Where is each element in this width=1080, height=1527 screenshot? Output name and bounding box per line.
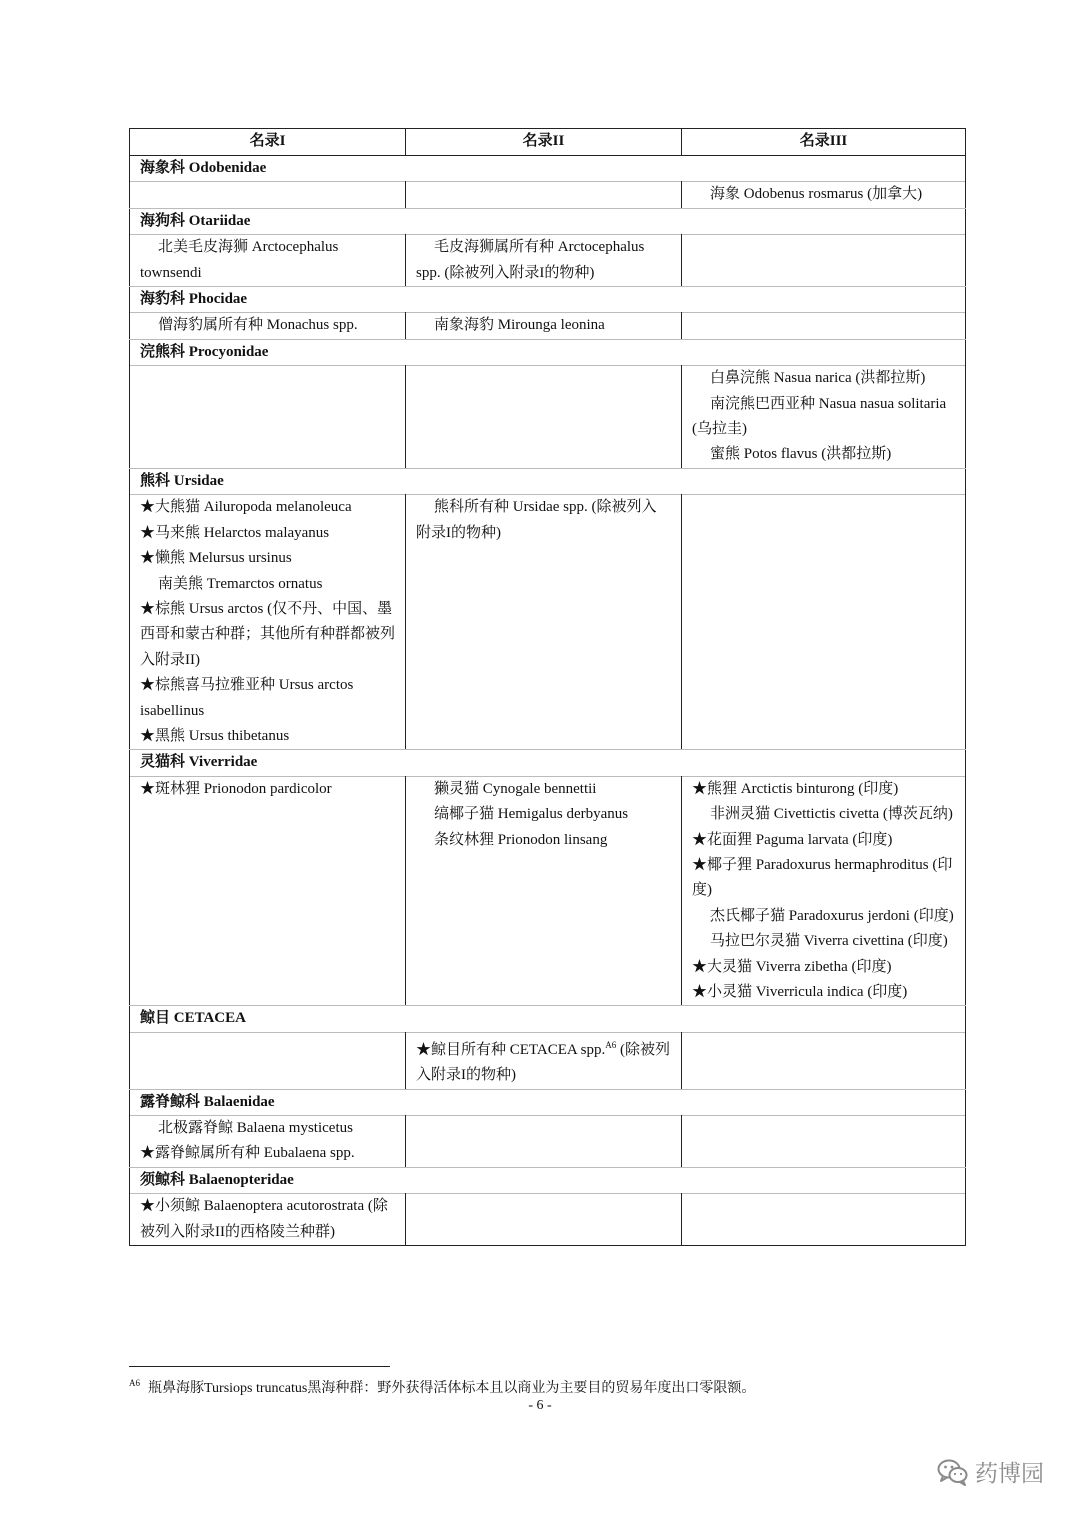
- appendix-3-cell: [682, 1116, 966, 1168]
- family-row: [130, 1006, 966, 1032]
- species-text: 蜜熊 Potos flavus (洪都拉斯): [710, 446, 892, 463]
- species-text: 斑林狸 Prionodon pardicolor: [155, 780, 332, 797]
- species-entry: [140, 673, 395, 724]
- species-entry: [140, 235, 395, 286]
- appendix-2-cell: [406, 495, 682, 750]
- species-text: 马拉巴尔灵猫 Viverra civettina (印度): [710, 933, 948, 950]
- star-marker: ★: [140, 677, 156, 694]
- family-row: [130, 1167, 966, 1193]
- species-entry: [140, 597, 395, 673]
- appendix-1-cell: [130, 313, 406, 339]
- species-entry: [416, 802, 671, 827]
- species-entry: [416, 777, 671, 802]
- species-entry: [692, 366, 955, 391]
- species-entry: [140, 521, 395, 546]
- appendix-1-cell: [130, 1032, 406, 1089]
- appendix-2-cell: [406, 313, 682, 339]
- star-marker: ★: [140, 524, 156, 541]
- cites-appendix-table: [129, 128, 966, 1246]
- appendix-2-cell: [406, 235, 682, 287]
- species-entry: [140, 572, 395, 597]
- species-text: 露脊鲸属所有种 Eubalaena spp.: [155, 1145, 355, 1162]
- species-text: 棕熊喜马拉雅亚种 Ursus arctos isabellinus: [140, 677, 354, 719]
- species-text: 熊科所有种 Ursidae spp. (除被列入附录I的物种): [416, 499, 657, 541]
- species-text: 北美毛皮海狮 Arctocephalus townsendi: [140, 239, 339, 281]
- species-entry: [692, 929, 955, 954]
- species-row: [130, 366, 966, 469]
- species-entry: [140, 1116, 395, 1141]
- species-entry: [692, 904, 955, 929]
- star-marker: ★: [140, 727, 156, 744]
- star-marker: ★: [692, 856, 708, 873]
- appendix-3-cell: [682, 366, 966, 469]
- species-row: [130, 182, 966, 208]
- species-text: 獭灵猫 Cynogale bennettii: [434, 780, 597, 797]
- species-row: [130, 776, 966, 1006]
- species-entry: [692, 853, 955, 904]
- species-text: 大熊猫 Ailuropoda melanoleuca: [155, 499, 352, 516]
- species-text: 鲸目所有种 CETACEA spp.: [431, 1041, 606, 1058]
- appendix-1-cell: [130, 495, 406, 750]
- species-entry: [416, 1033, 671, 1089]
- species-text: 毛皮海狮属所有种 Arctocephalus spp. (除被列入附录I的物种): [416, 239, 645, 281]
- species-text: 海象 Odobenus rosmarus (加拿大): [710, 186, 923, 203]
- family-row: [130, 339, 966, 365]
- family-row: [130, 468, 966, 494]
- appendix-1-cell: [130, 776, 406, 1006]
- star-marker: ★: [692, 984, 708, 1000]
- species-entry: [692, 182, 955, 207]
- species-row: [130, 313, 966, 339]
- species-entry: [140, 546, 395, 571]
- species-entry: [140, 495, 395, 520]
- appendix-3-cell: [682, 776, 966, 1006]
- appendix-1-cell: [130, 235, 406, 287]
- header-appendix-1: 名录I: [130, 129, 406, 156]
- species-text: 缟椰子猫 Hemigalus derbyanus: [434, 806, 629, 823]
- species-entry: [416, 828, 671, 853]
- species-row: [130, 235, 966, 287]
- wechat-icon: [937, 1458, 969, 1486]
- star-marker: ★: [140, 499, 156, 516]
- species-text: 懒熊 Melursus ursinus: [155, 550, 292, 567]
- star-marker: ★: [140, 1198, 156, 1215]
- species-entry: [692, 955, 955, 980]
- family-name: 熊科 Ursidae: [130, 468, 966, 494]
- appendix-3-cell: [682, 1194, 966, 1246]
- species-entry: [140, 777, 395, 802]
- species-text: 小须鲸 Balaenoptera acutorostrata (除被列入附录II的西格陵兰种群): [140, 1198, 388, 1240]
- page-number: - 6 -: [528, 1398, 552, 1413]
- star-marker: ★: [140, 780, 156, 797]
- appendix-2-cell: [406, 366, 682, 469]
- appendix-1-cell: [130, 1116, 406, 1168]
- appendix-1-cell: [130, 1194, 406, 1246]
- family-name: 鲸目 CETACEA: [130, 1006, 966, 1032]
- species-entry: [140, 724, 395, 749]
- appendix-1-cell: [130, 366, 406, 469]
- species-entry: [692, 980, 955, 1005]
- star-marker: ★: [692, 958, 708, 975]
- species-row: [130, 1032, 966, 1089]
- species-text: 熊狸 Arctictis binturong (印度): [707, 780, 899, 797]
- species-text: 南象海豹 Mirounga leonina: [434, 317, 605, 334]
- species-entry: [692, 392, 955, 443]
- species-row: [130, 495, 966, 750]
- species-text: 椰子狸 Paradoxurus hermaphroditus (印度): [692, 856, 953, 899]
- species-text: 僧海豹属所有种 Monachus spp.: [158, 317, 358, 334]
- species-entry: [692, 828, 955, 853]
- appendix-3-cell: [682, 313, 966, 339]
- species-entry: [692, 777, 955, 802]
- species-text: 小灵猫 Viverricula indica (印度): [707, 984, 908, 1000]
- footnote-reference: A6: [605, 1039, 617, 1050]
- species-entry: [140, 1141, 395, 1166]
- species-text: 黑熊 Ursus thibetanus: [155, 727, 290, 744]
- family-row: [130, 287, 966, 313]
- family-row: [130, 750, 966, 776]
- species-text: 南美熊 Tremarctos ornatus: [158, 575, 323, 592]
- species-entry: [140, 313, 395, 338]
- appendix-2-cell: [406, 776, 682, 1006]
- species-row: [130, 1116, 966, 1168]
- species-entry: [416, 495, 671, 546]
- appendix-2-cell: [406, 1116, 682, 1168]
- species-entry: [692, 442, 955, 467]
- family-name: 露脊鲸科 Balaenidae: [130, 1089, 966, 1115]
- species-text: 白鼻浣熊 Nasua narica (洪都拉斯): [710, 370, 926, 387]
- footnote-mark: A6: [129, 1378, 140, 1389]
- family-name: 海狗科 Otariidae: [130, 208, 966, 234]
- family-row: [130, 156, 966, 182]
- species-text: 北极露脊鲸 Balaena mysticetus: [158, 1120, 353, 1137]
- family-name: 海豹科 Phocidae: [130, 287, 966, 313]
- species-text: 南浣熊巴西亚种 Nasua nasua solitaria (乌拉圭): [692, 395, 947, 438]
- appendix-3-cell: [682, 1032, 966, 1089]
- appendix-2-cell: [406, 182, 682, 208]
- star-marker: ★: [416, 1041, 432, 1058]
- watermark-text: 药博园: [975, 1461, 1044, 1487]
- species-text: 棕熊 Ursus arctos (仅不丹、中国、墨西哥和蒙古种群；其他所有种群都被列入附录II): [140, 600, 396, 668]
- appendix-2-cell: [406, 1194, 682, 1246]
- appendix-2-cell: [406, 1032, 682, 1089]
- species-entry: [416, 235, 671, 286]
- footnote-rule: [129, 1366, 390, 1367]
- header-appendix-2: 名录II: [406, 129, 682, 156]
- family-row: [130, 1089, 966, 1115]
- species-text: 花面狸 Paguma larvata (印度): [707, 831, 893, 848]
- family-name: 灵猫科 Viverridae: [130, 750, 966, 776]
- star-marker: ★: [692, 780, 708, 797]
- family-name: 海象科 Odobenidae: [130, 156, 966, 182]
- species-text: 非洲灵猫 Civettictis civetta (博茨瓦纳): [710, 806, 953, 823]
- species-entry: [140, 1194, 395, 1245]
- appendix-1-cell: [130, 182, 406, 208]
- header-appendix-3: 名录III: [682, 129, 966, 156]
- appendix-3-cell: [682, 182, 966, 208]
- family-name: 浣熊科 Procyonidae: [130, 339, 966, 365]
- species-note: (除被列入附录I的物种): [416, 1041, 670, 1084]
- appendix-3-cell: [682, 235, 966, 287]
- species-text: 大灵猫 Viverra zibetha (印度): [707, 958, 892, 975]
- species-row: [130, 1194, 966, 1246]
- family-row: [130, 208, 966, 234]
- appendix-3-cell: [682, 495, 966, 750]
- star-marker: ★: [140, 600, 156, 617]
- species-entry: [692, 802, 955, 827]
- species-text: 杰氏椰子猫 Paradoxurus jerdoni (印度): [710, 907, 954, 924]
- family-name: 须鲸科 Balaenopteridae: [130, 1167, 966, 1193]
- footnote: [129, 1377, 755, 1397]
- species-text: 条纹林狸 Prionodon linsang: [434, 831, 608, 848]
- table-header-row: [130, 129, 966, 156]
- star-marker: ★: [140, 550, 156, 567]
- star-marker: ★: [692, 831, 708, 848]
- star-marker: ★: [140, 1145, 156, 1162]
- footnote-text: 瓶鼻海豚Tursiops truncatus黑海种群：野外获得活体标本且以商业为主要目的贸易年度出口零限额。: [148, 1381, 756, 1396]
- species-text: 马来熊 Helarctos malayanus: [155, 524, 330, 541]
- watermark: [937, 1455, 1044, 1488]
- species-entry: [416, 313, 671, 338]
- table-body: [130, 156, 966, 1246]
